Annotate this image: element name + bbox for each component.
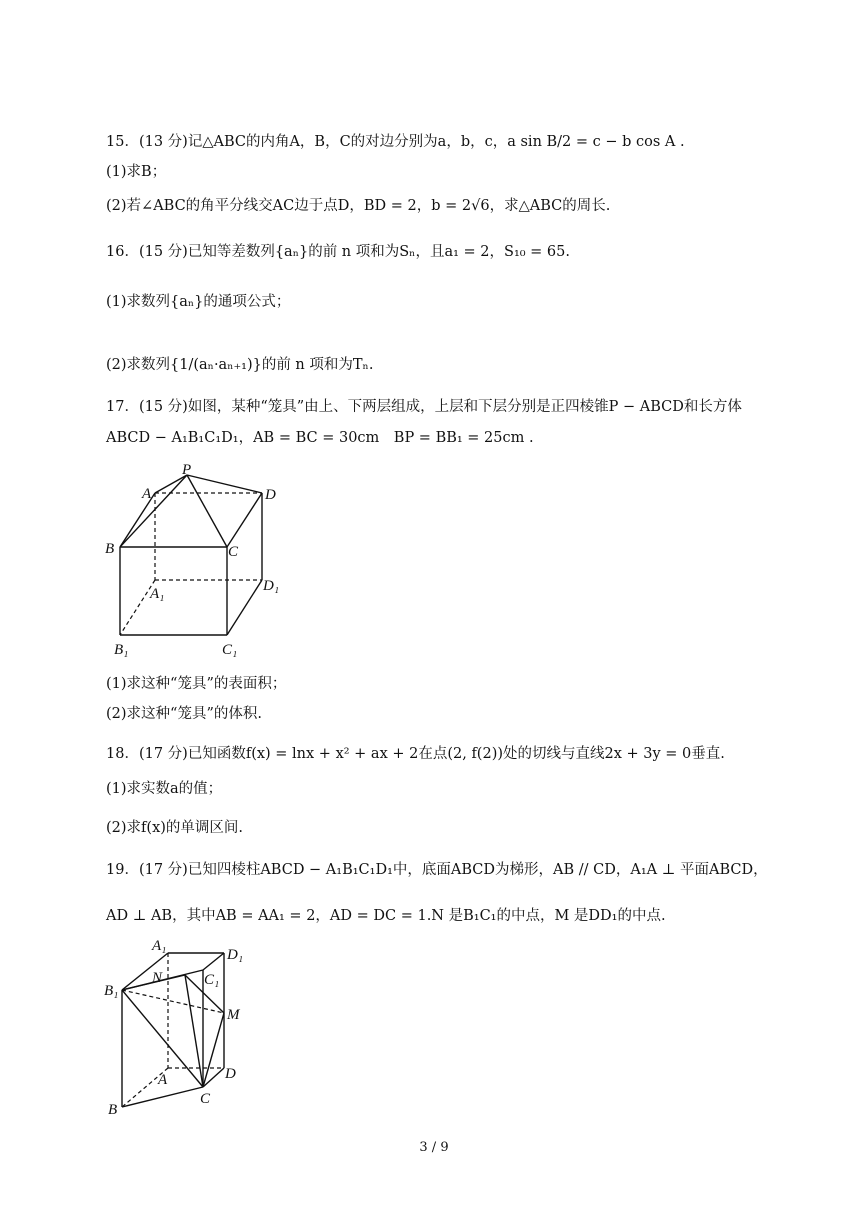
label-D: D: [265, 487, 276, 503]
q17-line2: ABCD − A₁B₁C₁D₁，AB = BC = 30cm BP = BB₁ = 25cm .: [106, 430, 534, 446]
label-B1: B₁: [104, 983, 119, 999]
edge-MC: [203, 1013, 224, 1087]
cage-figure: [100, 460, 300, 660]
cage-diagram: [100, 460, 300, 660]
label-A: A: [158, 1072, 168, 1088]
edge-C1D1: [203, 953, 224, 970]
label-N: N: [152, 970, 163, 986]
label-A1: A₁: [150, 586, 165, 602]
edge-C1D1: [227, 580, 262, 635]
q16-part1: (1)求数列{aₙ}的通项公式；: [106, 294, 291, 310]
label-D1: D₁: [227, 947, 244, 963]
label-B1: B₁: [114, 642, 129, 658]
label-C: C: [228, 544, 239, 560]
q15-part2: (2)若∠ABC的角平分线交AC边于点D，BD = 2，b = 2√6，求△ABC的周长.: [106, 198, 611, 214]
edge-CD: [227, 493, 262, 547]
label-B: B: [105, 541, 115, 557]
page-number: 3 / 9: [419, 1140, 449, 1155]
q17-line: 17．(15 分)如图，某种“笼具”由上、下两层组成，上层和下层分别是正四棱锥P − ABCD和长方体: [106, 399, 742, 415]
q18-part2: (2)求f(x)的单调区间.: [106, 820, 244, 836]
q19-line2: AD ⊥ AB，其中AB = AA₁ = 2，AD = DC = 1.N 是B₁C₁的中点，M 是DD₁的中点.: [106, 908, 666, 924]
label-M: M: [227, 1007, 240, 1023]
label-C1: C₁: [222, 642, 238, 658]
prism-figure: [100, 935, 270, 1120]
q18-part1: (1)求实数a的值；: [106, 781, 223, 797]
label-A1: A₁: [152, 938, 167, 954]
label-D1: D₁: [263, 578, 280, 594]
q16-part2: (2)求数列{1/(aₙ·aₙ₊₁)}的前 n 项和为Tₙ.: [106, 357, 374, 373]
edge-PC: [187, 475, 227, 547]
q17-part2: (2)求这种“笼具”的体积.: [106, 706, 262, 722]
q15-part1: (1)求B；: [106, 164, 167, 180]
label-B: B: [108, 1102, 118, 1118]
label-C: C: [200, 1091, 211, 1107]
q18-line: 18．(17 分)已知函数f(x) = lnx + x² + ax + 2在点(2, f(2))处的切线与直线2x + 3y = 0垂直.: [106, 746, 725, 762]
edge-NC: [185, 975, 203, 1087]
label-P: P: [182, 462, 192, 478]
label-C1: C₁: [204, 972, 220, 988]
q16-line: 16．(15 分)已知等差数列{aₙ}的前 n 项和为Sₙ，且a₁ = 2，S₁₀ = 65.: [106, 244, 570, 260]
edge-PD: [187, 475, 262, 493]
label-D: D: [225, 1066, 236, 1082]
q15-line: 15．(13 分)记△ABC的内角A，B，C的对边分别为a，b，c，a sin B/2 = c − b cos A .: [106, 134, 685, 150]
q17-part1: (1)求这种“笼具”的表面积；: [106, 676, 287, 692]
q19-line: 19．(17 分)已知四棱柱ABCD − A₁B₁C₁D₁中，底面ABCD为梯形，AB // CD，A₁A ⊥ 平面ABCD，: [106, 862, 768, 878]
prism-diagram: [100, 935, 270, 1120]
label-A: A: [142, 486, 152, 502]
edge-BP: [120, 475, 187, 547]
edge-B1M: [122, 990, 224, 1013]
